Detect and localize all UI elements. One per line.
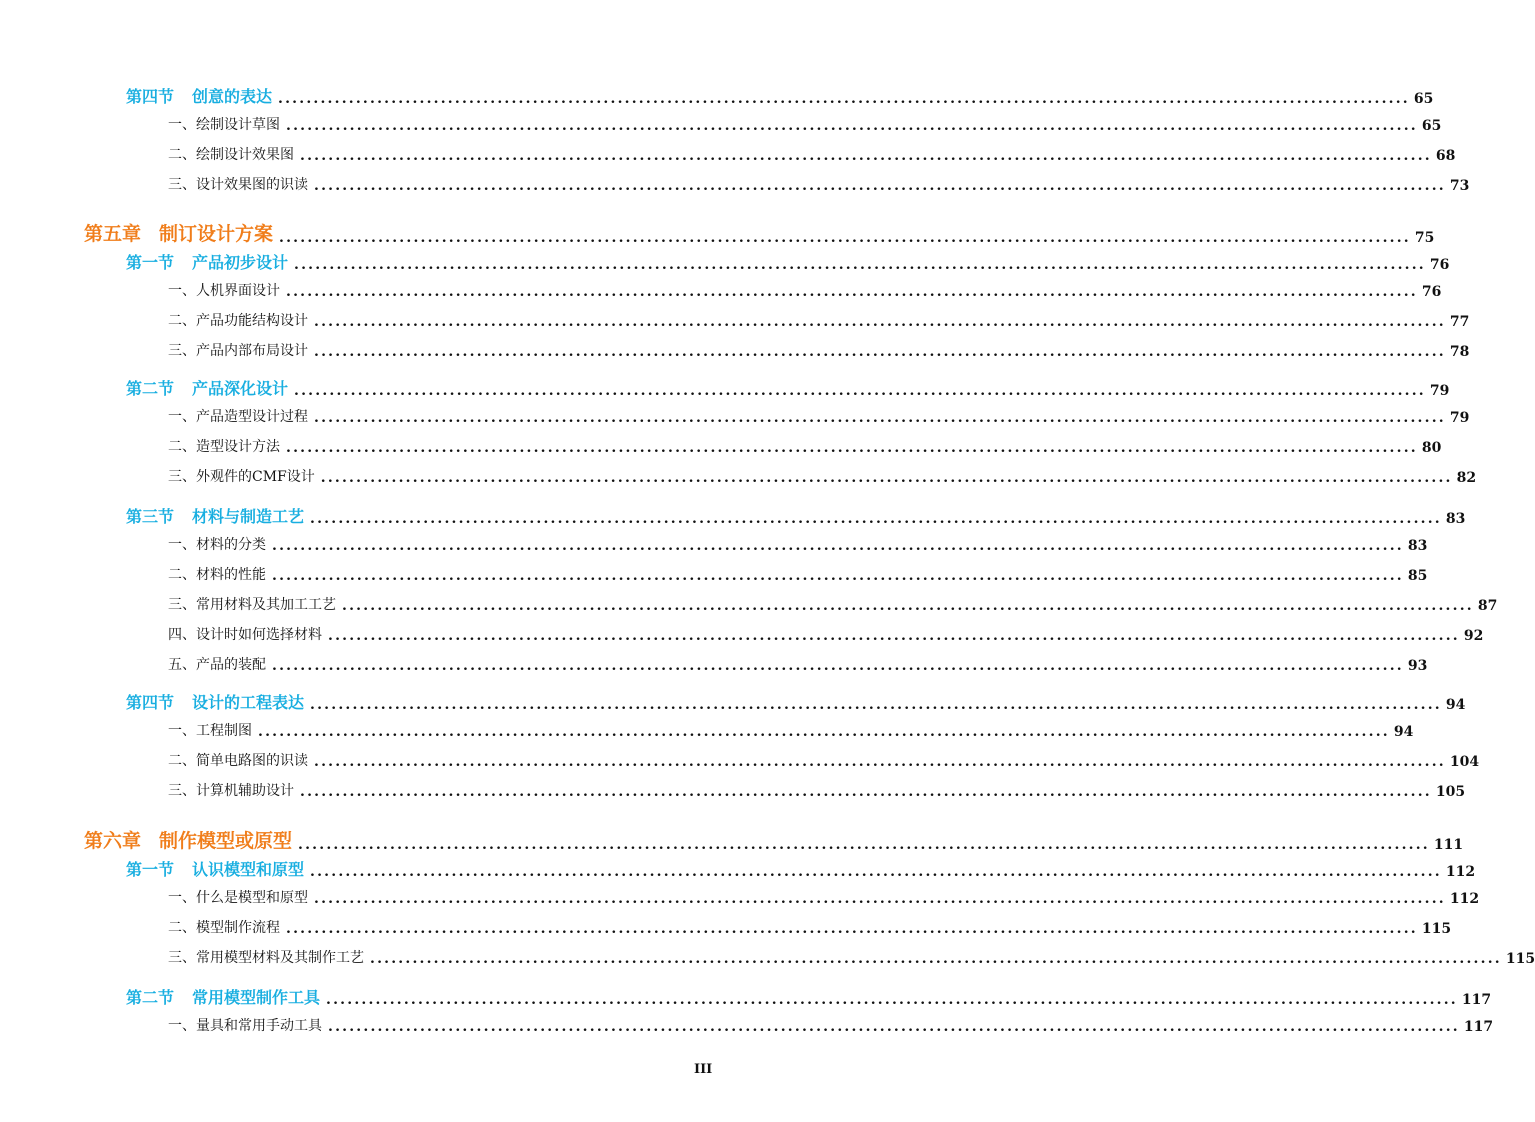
toc-entry-title: 三、设计效果图的识读 bbox=[168, 177, 308, 193]
toc-entry-title-text: 制订设计方案 bbox=[159, 223, 274, 245]
toc-entry-title-text: 常用模型制作工具 bbox=[192, 988, 321, 1007]
toc-entry-title: 一、产品造型设计过程 bbox=[168, 409, 308, 425]
toc-entry-title: 三、产品内部布局设计 bbox=[168, 343, 308, 359]
toc-entry-title: 五、产品的装配 bbox=[168, 657, 266, 673]
toc-page-number: 87 bbox=[1477, 598, 1498, 614]
leader-dots: ................................................................................................................................................................ bbox=[326, 992, 1458, 1008]
leader-dots: ................................................................................................................................................................ bbox=[298, 837, 1430, 853]
toc-item-entry[interactable] bbox=[168, 654, 1428, 674]
leader-dots: ................................................................................................................................................................ bbox=[272, 568, 1404, 584]
toc-entry-title bbox=[126, 250, 288, 273]
toc-page-number: 65 bbox=[1413, 91, 1434, 107]
toc-page-number: 115 bbox=[1505, 951, 1535, 967]
toc-entry-title bbox=[126, 376, 288, 399]
leader-dots: ................................................................................................................................................................ bbox=[286, 921, 1418, 937]
toc-entry-title: 一、量具和常用手动工具 bbox=[168, 1018, 322, 1034]
leader-dots: ................................................................................................................................................................ bbox=[300, 784, 1432, 800]
toc-item-entry[interactable] bbox=[168, 406, 1470, 426]
toc-section-entry[interactable] bbox=[126, 985, 1492, 1008]
toc-entry-title-text: 产品初步设计 bbox=[192, 253, 289, 272]
toc-entry-number: 第四节 bbox=[126, 87, 175, 106]
leader-dots: ................................................................................................................................................................ bbox=[272, 538, 1404, 554]
toc-section-entry[interactable] bbox=[126, 376, 1450, 399]
leader-dots: ................................................................................................................................................................ bbox=[258, 724, 1390, 740]
toc-page-number: 104 bbox=[1449, 754, 1480, 770]
toc-page-number: 93 bbox=[1407, 658, 1428, 674]
toc-item-entry[interactable] bbox=[168, 280, 1442, 300]
toc-page-number: 79 bbox=[1429, 383, 1450, 399]
toc-entry-title: 二、产品功能结构设计 bbox=[168, 313, 308, 329]
toc-page-number: 77 bbox=[1449, 314, 1470, 330]
toc-item-entry[interactable] bbox=[168, 720, 1414, 740]
toc-item-entry[interactable] bbox=[168, 594, 1498, 614]
leader-dots: ................................................................................................................................................................ bbox=[279, 230, 1411, 246]
toc-entry-title: 一、什么是模型和原型 bbox=[168, 890, 308, 906]
toc-entry-title: 二、绘制设计效果图 bbox=[168, 147, 294, 163]
leader-dots: ................................................................................................................................................................ bbox=[314, 344, 1446, 360]
leader-dots: ................................................................................................................................................................ bbox=[310, 864, 1442, 880]
toc-entry-number: 第六章 bbox=[84, 830, 142, 852]
toc-chapter-entry[interactable] bbox=[84, 219, 1435, 246]
toc-entry-title: 二、模型制作流程 bbox=[168, 920, 280, 936]
toc-page-number: 68 bbox=[1435, 148, 1456, 164]
toc-item-entry[interactable] bbox=[168, 564, 1428, 584]
leader-dots: ................................................................................................................................................................ bbox=[286, 118, 1418, 134]
toc-page-number: 112 bbox=[1449, 891, 1480, 907]
toc-entry-number: 第五章 bbox=[84, 223, 142, 245]
toc-page-number: 73 bbox=[1449, 178, 1470, 194]
toc-item-entry[interactable] bbox=[168, 340, 1470, 360]
leader-dots: ................................................................................................................................................................ bbox=[314, 754, 1446, 770]
toc-item-entry[interactable] bbox=[168, 947, 1535, 967]
toc-entry-title-text: 设计的工程表达 bbox=[192, 693, 305, 712]
toc-item-entry[interactable] bbox=[168, 887, 1480, 907]
toc-entry-title: 三、常用材料及其加工工艺 bbox=[168, 597, 336, 613]
toc-item-entry[interactable] bbox=[168, 144, 1456, 164]
toc-entry-number: 第一节 bbox=[126, 253, 175, 272]
toc-entry-title: 二、造型设计方法 bbox=[168, 439, 280, 455]
leader-dots: ................................................................................................................................................................ bbox=[278, 91, 1410, 107]
toc-entry-title: 一、工程制图 bbox=[168, 723, 252, 739]
toc-entry-title: 四、设计时如何选择材料 bbox=[168, 627, 322, 643]
toc-item-entry[interactable] bbox=[168, 466, 1477, 486]
toc-page-number: 75 bbox=[1414, 230, 1435, 246]
toc-page-number: 65 bbox=[1421, 118, 1442, 134]
leader-dots: ................................................................................................................................................................ bbox=[272, 658, 1404, 674]
toc-page-number: 76 bbox=[1421, 284, 1442, 300]
leader-dots: ................................................................................................................................................................ bbox=[314, 410, 1446, 426]
toc-entry-title bbox=[126, 504, 304, 527]
leader-dots: ................................................................................................................................................................ bbox=[294, 383, 1426, 399]
toc-page-number: 76 bbox=[1429, 257, 1450, 273]
toc-page-number: 78 bbox=[1449, 344, 1470, 360]
toc-page-number: 82 bbox=[1456, 470, 1477, 486]
toc-page-number: 83 bbox=[1445, 511, 1466, 527]
toc-page-number: 85 bbox=[1407, 568, 1428, 584]
toc-entry-title bbox=[126, 857, 304, 880]
toc-page-number: 94 bbox=[1445, 697, 1466, 713]
toc-entry-title: 二、材料的性能 bbox=[168, 567, 266, 583]
toc-entry-title: 三、计算机辅助设计 bbox=[168, 783, 294, 799]
toc-entry-title: 三、常用模型材料及其制作工艺 bbox=[168, 950, 364, 966]
toc-entry-title-text: 制作模型或原型 bbox=[159, 830, 293, 852]
toc-section-entry[interactable] bbox=[126, 690, 1466, 713]
toc-item-entry[interactable] bbox=[168, 624, 1484, 644]
toc-item-entry[interactable] bbox=[168, 310, 1470, 330]
toc-item-entry[interactable] bbox=[168, 917, 1452, 937]
toc-entry-number: 第二节 bbox=[126, 379, 175, 398]
leader-dots: ................................................................................................................................................................ bbox=[320, 470, 1453, 486]
toc-page-number: 94 bbox=[1393, 724, 1414, 740]
toc-item-entry[interactable] bbox=[168, 1015, 1494, 1035]
toc-section-entry[interactable] bbox=[126, 250, 1450, 273]
leader-dots: ................................................................................................................................................................ bbox=[314, 178, 1446, 194]
leader-dots: ................................................................................................................................................................ bbox=[328, 628, 1460, 644]
page-number-folio: III bbox=[694, 1062, 713, 1077]
toc-chapter-entry[interactable] bbox=[84, 826, 1464, 853]
toc-page-number: 115 bbox=[1421, 921, 1452, 937]
toc-section-entry[interactable] bbox=[126, 504, 1466, 527]
toc-page-number: 83 bbox=[1407, 538, 1428, 554]
leader-dots: ................................................................................................................................................................ bbox=[328, 1019, 1460, 1035]
leader-dots: ................................................................................................................................................................ bbox=[342, 598, 1474, 614]
toc-item-entry[interactable] bbox=[168, 750, 1480, 770]
toc-entry-title: 一、材料的分类 bbox=[168, 537, 266, 553]
toc-item-entry[interactable] bbox=[168, 780, 1466, 800]
toc-entry-number: 第一节 bbox=[126, 860, 175, 879]
toc-page-number: 117 bbox=[1463, 1019, 1494, 1035]
toc-item-entry[interactable] bbox=[168, 436, 1442, 456]
toc-page-number: 92 bbox=[1463, 628, 1484, 644]
toc-page-number: 112 bbox=[1445, 864, 1476, 880]
toc-entry-title bbox=[84, 826, 292, 853]
toc-entry-title-text: 材料与制造工艺 bbox=[192, 507, 305, 526]
toc-page-number: 79 bbox=[1449, 410, 1470, 426]
toc-item-entry[interactable] bbox=[168, 174, 1470, 194]
leader-dots: ................................................................................................................................................................ bbox=[300, 148, 1432, 164]
leader-dots: ................................................................................................................................................................ bbox=[310, 697, 1442, 713]
leader-dots: ................................................................................................................................................................ bbox=[370, 951, 1502, 967]
toc-entry-title-text: 创意的表达 bbox=[192, 87, 273, 106]
leader-dots: ................................................................................................................................................................ bbox=[314, 314, 1446, 330]
leader-dots: ................................................................................................................................................................ bbox=[286, 440, 1418, 456]
leader-dots: ................................................................................................................................................................ bbox=[294, 257, 1426, 273]
toc-page-number: 111 bbox=[1433, 837, 1464, 853]
leader-dots: ................................................................................................................................................................ bbox=[314, 891, 1446, 907]
toc-section-entry[interactable] bbox=[126, 857, 1476, 880]
toc-page-number: 117 bbox=[1461, 992, 1492, 1008]
toc-item-entry[interactable] bbox=[168, 534, 1428, 554]
toc-entry-title: 三、外观件的CMF设计 bbox=[168, 469, 315, 485]
toc-entry-number: 第三节 bbox=[126, 507, 175, 526]
toc-entry-title bbox=[84, 219, 273, 246]
toc-entry-title-text: 产品深化设计 bbox=[192, 379, 289, 398]
toc-entry-title: 二、简单电路图的识读 bbox=[168, 753, 308, 769]
toc-entry-title bbox=[126, 690, 304, 713]
toc-entry-number: 第四节 bbox=[126, 693, 175, 712]
toc-page-number: 80 bbox=[1421, 440, 1442, 456]
toc-entry-title: 一、绘制设计草图 bbox=[168, 117, 280, 133]
toc-entry-title bbox=[126, 84, 272, 107]
toc-entry-title-text: 认识模型和原型 bbox=[192, 860, 305, 879]
toc-section-entry[interactable] bbox=[126, 84, 1434, 107]
toc-entry-title bbox=[126, 985, 320, 1008]
leader-dots: ................................................................................................................................................................ bbox=[286, 284, 1418, 300]
toc-item-entry[interactable] bbox=[168, 114, 1442, 134]
toc-entry-number: 第二节 bbox=[126, 988, 175, 1007]
leader-dots: ................................................................................................................................................................ bbox=[310, 511, 1442, 527]
toc-page-number: 105 bbox=[1435, 784, 1466, 800]
toc-entry-title: 一、人机界面设计 bbox=[168, 283, 280, 299]
